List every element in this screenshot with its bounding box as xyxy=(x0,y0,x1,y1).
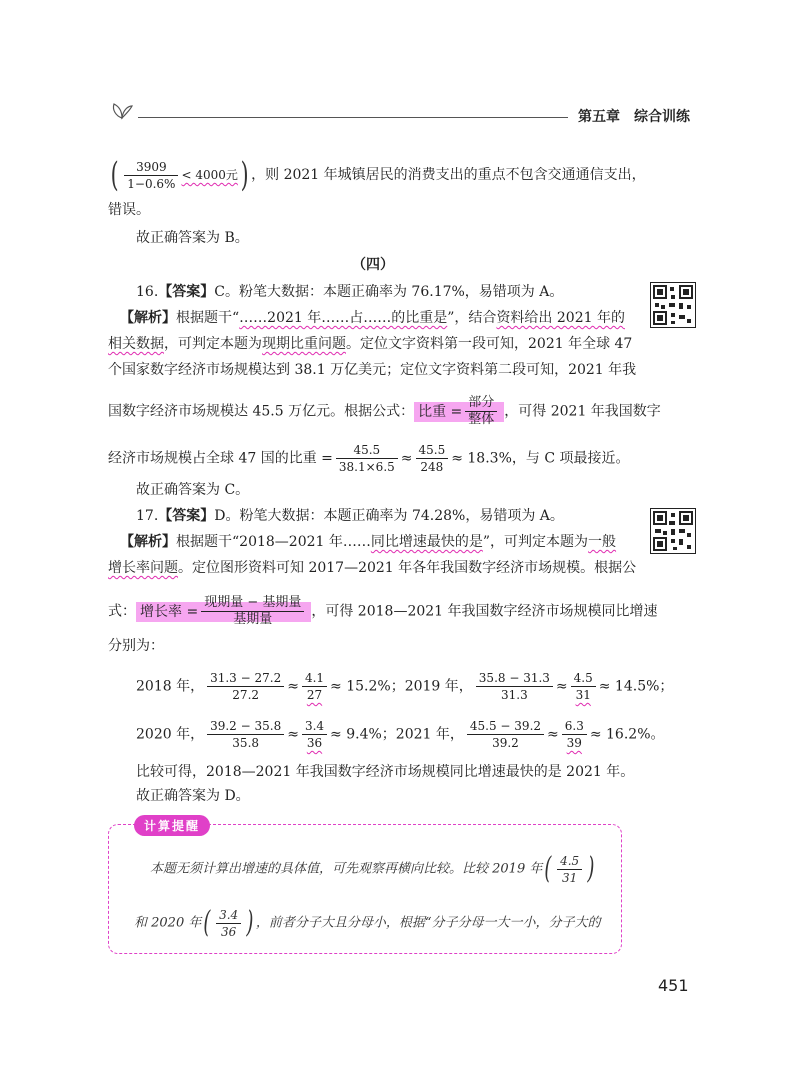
calc-tip-tag: 计算提醒 xyxy=(134,815,210,836)
top-line-1: ( $\frac{3909}{1-0.6\%}$ < 4000元) ，则 2021 年城镇居民的消费支出的重点不包含交通通信支出， xyxy=(110,155,646,195)
growth-row-2018-2019: 2018 年， $\frac{31.3 - 27.2}{27.2}$ ≈ $\frac{4.1}{27}$ ≈ 15.2%；2019 年， $\frac{35.8 - 31.3}{31.3}$ ≈ $\frac{4.5}{31}$ ≈ 14.5%； xyxy=(136,671,674,702)
q17-analysis-1: 【解析】根据题干“2018—2021 年……同比增速最快的是”，可判定本题为一般 xyxy=(120,534,617,550)
header-rule xyxy=(138,117,568,118)
growth-formula-highlight: 增长率 = $\frac{\text{现期量 − 基期量}}{\text{基期量}}$ xyxy=(136,602,311,622)
q17-analysis-2: 增长率问题。定位图形资料可知 2017—2021 年各年我国数字经济市场规模。根据公 xyxy=(108,560,637,576)
top-compare: < 4000元 xyxy=(181,168,238,182)
q17-answer: 17.【答案】D。粉笔大数据：本题正确率为 74.28%，易错项为 A。 xyxy=(136,508,564,524)
q16-analysis-4: 国数字经济市场规模达 45.5 万亿元。根据公式： 比重 = $\frac{\text{部分}}{\text{整体}}$ ，可得 2021 年我国数字 xyxy=(108,395,661,427)
section-title: （四） xyxy=(352,257,394,273)
q16-answer: 16.【答案】C。粉笔大数据：本题正确率为 76.17%，易错项为 A。 xyxy=(136,284,564,300)
section-label: 综合训练 xyxy=(634,109,690,125)
leaf-icon xyxy=(108,100,136,120)
ratio-formula-highlight: 比重 = $\frac{\text{部分}}{\text{整体}}$ xyxy=(414,402,504,422)
q17-conclusion: 故正确答案为 D。 xyxy=(136,788,250,804)
q17-compare: 比较可得，2018—2021 年我国数字经济市场规模同比增速最快的是 2021 年。 xyxy=(136,764,635,780)
qr-code-icon[interactable] xyxy=(650,508,696,554)
calc-tip-line-2: 和 2020 年( $\frac{3.4}{36}$ ) ，前者分子大且分母小，根据“分子分母一大一小，分子大的 xyxy=(134,905,601,940)
growth-row-2020-2021: 2020 年， $\frac{39.2 - 35.8}{35.8}$ ≈ $\frac{3.4}{36}$ ≈ 9.4%；2021 年， $\frac{45.5 - 39.2}{39.2}$ ≈ $\frac{6.3}{39}$ ≈ 16.2%。 xyxy=(136,719,665,750)
q16-analysis-2: 相关数据，可判定本题为现期比重问题。定位文字资料第一段可知，2021 年全球 47 xyxy=(108,336,633,352)
calc-tip-line-1: 本题无须计算出增速的具体值，可先观察再横向比较。比较 2019 年( $\frac{4.5}{31}$ ) xyxy=(150,851,595,886)
q16-analysis-3: 个国家数字经济市场规模达到 38.1 万亿美元；定位文字资料第二段可知，2021 年我 xyxy=(108,362,637,378)
top-fraction: $\frac{3909}{1-0.6\%}$ xyxy=(124,159,178,192)
left-paren: ( xyxy=(110,155,119,195)
q16-analysis-1: 【解析】根据题干“……2021 年……占……的比重是”，结合资料给出 2021 年的 xyxy=(120,310,625,326)
page-number: 451 xyxy=(658,976,689,995)
q16-conclusion: 故正确答案为 C。 xyxy=(136,482,250,498)
top-conclusion: 故正确答案为 B。 xyxy=(136,230,249,246)
top-line-2: 错误。 xyxy=(108,202,150,218)
q16-analysis-5: 经济市场规模占全球 47 国的比重 = $\frac{45.5}{38.1\times 6.5}$ ≈ $\frac{45.5}{248}$ ≈ 18.3%，与 C 项最接近。 xyxy=(108,443,630,474)
q17-analysis-4: 分别为： xyxy=(108,638,164,654)
chapter-label: 第五章 xyxy=(578,109,620,125)
qr-code-icon[interactable] xyxy=(650,282,696,328)
q17-analysis-3: 式： 增长率 = $\frac{\text{现期量 − 基期量}}{\text{基期量}}$ ，可得 2018—2021 年我国数字经济市场规模同比增速 xyxy=(108,595,658,627)
